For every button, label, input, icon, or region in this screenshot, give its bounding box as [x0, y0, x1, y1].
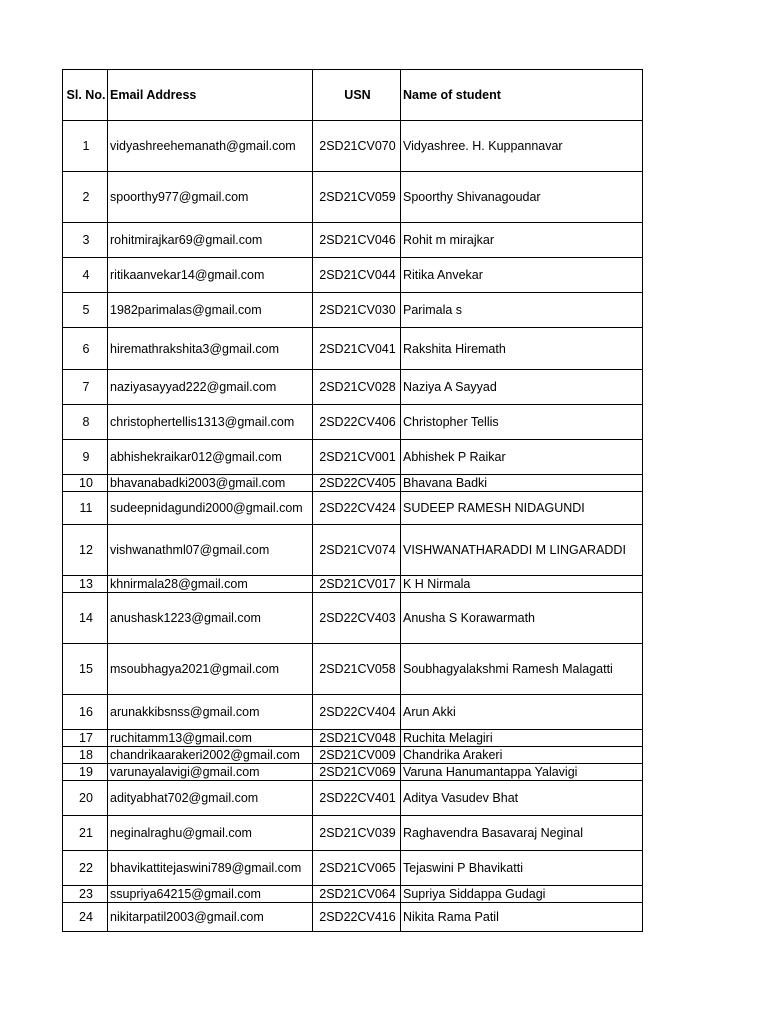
- student-name-cell: Nikita Rama Patil: [401, 903, 643, 932]
- email-cell: msoubhagya2021@gmail.com: [108, 644, 313, 695]
- sl-cell: 18: [63, 747, 108, 764]
- sl-cell: 22: [63, 851, 108, 886]
- email-cell: khnirmala28@gmail.com: [108, 576, 313, 593]
- table-row: [63, 172, 643, 223]
- student-name-cell: Parimala s: [401, 293, 643, 328]
- email-cell: 1982parimalas@gmail.com: [108, 293, 313, 328]
- email-cell: vishwanathml07@gmail.com: [108, 525, 313, 576]
- student-name-cell: Christopher Tellis: [401, 405, 643, 440]
- table-row: [63, 695, 643, 730]
- table-row: [63, 223, 643, 258]
- email-cell: christophertellis1313@gmail.com: [108, 405, 313, 440]
- sl-cell: 9: [63, 440, 108, 475]
- email-cell: varunayalavigi@gmail.com: [108, 764, 313, 781]
- usn-cell: 2SD21CV044: [313, 258, 401, 293]
- email-cell: bhavanabadki2003@gmail.com: [108, 475, 313, 492]
- student-name-cell: Soubhagyalakshmi Ramesh Malagatti: [401, 644, 643, 695]
- student-name-cell: Rohit m mirajkar: [401, 223, 643, 258]
- usn-cell: 2SD21CV048: [313, 730, 401, 747]
- student-name-cell: Ruchita Melagiri: [401, 730, 643, 747]
- sl-cell: 24: [63, 903, 108, 932]
- email-cell: neginalraghu@gmail.com: [108, 816, 313, 851]
- table-row: [63, 576, 643, 593]
- usn-cell: 2SD21CV041: [313, 328, 401, 370]
- student-name-cell: Aditya Vasudev Bhat: [401, 781, 643, 816]
- table-row: [63, 405, 643, 440]
- sl-cell: 16: [63, 695, 108, 730]
- table-row: [63, 293, 643, 328]
- header-sl-no: Sl. No.: [63, 70, 108, 121]
- student-name-cell: Anusha S Korawarmath: [401, 593, 643, 644]
- email-cell: adityabhat702@gmail.com: [108, 781, 313, 816]
- table-row: [63, 121, 643, 172]
- email-cell: arunakkibsnss@gmail.com: [108, 695, 313, 730]
- student-name-cell: SUDEEP RAMESH NIDAGUNDI: [401, 492, 643, 525]
- table-row: [63, 258, 643, 293]
- table-row: [63, 816, 643, 851]
- usn-cell: 2SD21CV001: [313, 440, 401, 475]
- email-cell: ssupriya64215@gmail.com: [108, 886, 313, 903]
- student-name-cell: K H Nirmala: [401, 576, 643, 593]
- student-name-cell: Supriya Siddappa Gudagi: [401, 886, 643, 903]
- email-cell: chandrikaarakeri2002@gmail.com: [108, 747, 313, 764]
- usn-cell: 2SD21CV059: [313, 172, 401, 223]
- table-row: [63, 764, 643, 781]
- student-name-cell: Tejaswini P Bhavikatti: [401, 851, 643, 886]
- table-row: [63, 730, 643, 747]
- email-cell: nikitarpatil2003@gmail.com: [108, 903, 313, 932]
- header-name: Name of student: [401, 70, 643, 121]
- sl-cell: 6: [63, 328, 108, 370]
- usn-cell: 2SD21CV058: [313, 644, 401, 695]
- usn-cell: 2SD22CV401: [313, 781, 401, 816]
- table-row: [63, 886, 643, 903]
- sl-cell: 23: [63, 886, 108, 903]
- email-cell: ruchitamm13@gmail.com: [108, 730, 313, 747]
- email-cell: bhavikattitejaswini789@gmail.com: [108, 851, 313, 886]
- table-row: [63, 781, 643, 816]
- email-cell: spoorthy977@gmail.com: [108, 172, 313, 223]
- sl-cell: 19: [63, 764, 108, 781]
- sl-cell: 17: [63, 730, 108, 747]
- usn-cell: 2SD21CV070: [313, 121, 401, 172]
- student-name-cell: Rakshita Hiremath: [401, 328, 643, 370]
- sl-cell: 15: [63, 644, 108, 695]
- usn-cell: 2SD22CV404: [313, 695, 401, 730]
- table-row: [63, 492, 643, 525]
- sl-cell: 7: [63, 370, 108, 405]
- student-name-cell: VISHWANATHARADDI M LINGARADDI: [401, 525, 643, 576]
- sl-cell: 5: [63, 293, 108, 328]
- email-cell: hiremathrakshita3@gmail.com: [108, 328, 313, 370]
- usn-cell: 2SD21CV074: [313, 525, 401, 576]
- table-body: [63, 121, 643, 932]
- sl-cell: 2: [63, 172, 108, 223]
- usn-cell: 2SD21CV017: [313, 576, 401, 593]
- sl-cell: 1: [63, 121, 108, 172]
- table-row: [63, 903, 643, 932]
- student-name-cell: Naziya A Sayyad: [401, 370, 643, 405]
- student-name-cell: Vidyashree. H. Kuppannavar: [401, 121, 643, 172]
- email-cell: vidyashreehemanath@gmail.com: [108, 121, 313, 172]
- email-cell: rohitmirajkar69@gmail.com: [108, 223, 313, 258]
- sl-cell: 20: [63, 781, 108, 816]
- usn-cell: 2SD22CV403: [313, 593, 401, 644]
- header-row: [63, 70, 643, 121]
- sl-cell: 21: [63, 816, 108, 851]
- sl-cell: 4: [63, 258, 108, 293]
- sl-cell: 11: [63, 492, 108, 525]
- student-name-cell: Chandrika Arakeri: [401, 747, 643, 764]
- student-name-cell: Arun Akki: [401, 695, 643, 730]
- table-row: [63, 370, 643, 405]
- email-cell: sudeepnidagundi2000@gmail.com: [108, 492, 313, 525]
- header-usn: USN: [313, 70, 401, 121]
- student-name-cell: Spoorthy Shivanagoudar: [401, 172, 643, 223]
- usn-cell: 2SD22CV406: [313, 405, 401, 440]
- table-row: [63, 440, 643, 475]
- usn-cell: 2SD21CV030: [313, 293, 401, 328]
- student-name-cell: Ritika Anvekar: [401, 258, 643, 293]
- usn-cell: 2SD21CV046: [313, 223, 401, 258]
- table-row: [63, 475, 643, 492]
- table-row: [63, 644, 643, 695]
- student-name-cell: Bhavana Badki: [401, 475, 643, 492]
- sl-cell: 3: [63, 223, 108, 258]
- table-row: [63, 525, 643, 576]
- usn-cell: 2SD21CV069: [313, 764, 401, 781]
- header-email: Email Address: [108, 70, 313, 121]
- usn-cell: 2SD21CV009: [313, 747, 401, 764]
- usn-cell: 2SD21CV064: [313, 886, 401, 903]
- table-row: [63, 851, 643, 886]
- student-table: [62, 69, 643, 932]
- student-name-cell: Varuna Hanumantappa Yalavigi: [401, 764, 643, 781]
- table-row: [63, 747, 643, 764]
- usn-cell: 2SD22CV424: [313, 492, 401, 525]
- email-cell: naziyasayyad222@gmail.com: [108, 370, 313, 405]
- usn-cell: 2SD21CV028: [313, 370, 401, 405]
- sl-cell: 14: [63, 593, 108, 644]
- email-cell: abhishekraikar012@gmail.com: [108, 440, 313, 475]
- table-row: [63, 328, 643, 370]
- usn-cell: 2SD21CV039: [313, 816, 401, 851]
- email-cell: anushask1223@gmail.com: [108, 593, 313, 644]
- sl-cell: 12: [63, 525, 108, 576]
- sl-cell: 10: [63, 475, 108, 492]
- usn-cell: 2SD22CV416: [313, 903, 401, 932]
- sl-cell: 8: [63, 405, 108, 440]
- usn-cell: 2SD22CV405: [313, 475, 401, 492]
- email-cell: ritikaanvekar14@gmail.com: [108, 258, 313, 293]
- student-name-cell: Abhishek P Raikar: [401, 440, 643, 475]
- table-row: [63, 593, 643, 644]
- sl-cell: 13: [63, 576, 108, 593]
- usn-cell: 2SD21CV065: [313, 851, 401, 886]
- student-name-cell: Raghavendra Basavaraj Neginal: [401, 816, 643, 851]
